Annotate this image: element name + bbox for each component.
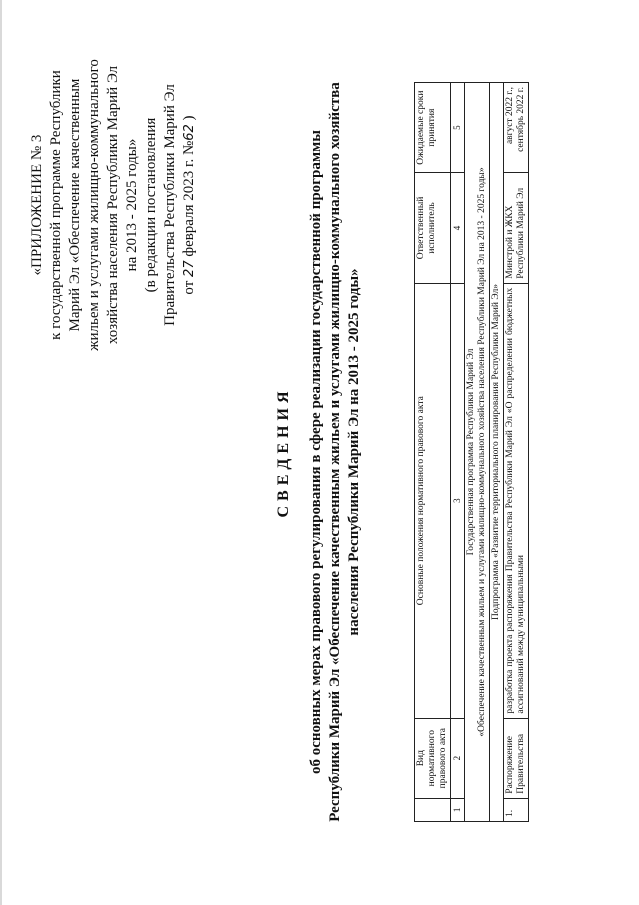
rotated-document-sheet bbox=[20, 22, 620, 882]
program-title: Государственная программа Республики Марий Эл bbox=[466, 348, 476, 556]
subprogram-heading: Подпрограмма «Развитие территориального планирования Республики Марий Эл» bbox=[490, 83, 504, 822]
appendix-line: к государственной программе Республики bbox=[48, 70, 64, 340]
row-number: 1. bbox=[504, 798, 529, 821]
date-prefix: от bbox=[181, 280, 197, 295]
title-block bbox=[275, 22, 364, 882]
appendix-line: жильем и услугами жилищно-коммунального bbox=[86, 59, 102, 351]
header-cell-responsible: Ответственный исполнитель bbox=[415, 173, 451, 283]
measures-table bbox=[414, 82, 529, 822]
table-index-row bbox=[451, 83, 465, 822]
subtitle-line: Республики Марий Эл «Обеспечение качественным жильем и услугами жилищно-коммунального хозяйства bbox=[327, 82, 343, 822]
date-middle: февраля 2023 г. № bbox=[181, 140, 197, 257]
subtitle-line: об основных мерах правового регулирования в сфере реализации государственной программы bbox=[308, 130, 324, 774]
index-cell: 2 bbox=[451, 718, 465, 798]
header-cell-number bbox=[415, 798, 451, 821]
header-cell-dates: Ожидаемые сроки принятия bbox=[415, 83, 451, 173]
appendix-line: хозяйства населения Республики Марий Эл bbox=[105, 65, 121, 345]
table-row bbox=[504, 83, 529, 822]
page-edge bbox=[0, 0, 2, 905]
row-responsible: Минстрой и ЖКХ Республики Марий Эл bbox=[504, 173, 529, 283]
row-kind: Распоряжение Правительства bbox=[504, 718, 529, 798]
row-dates: август 2022 г., сентябрь 2022 г. bbox=[504, 83, 529, 173]
subtitle-line: населения Республики Марий Эл на 2013 - 2025 годы» bbox=[346, 268, 362, 636]
index-cell: 3 bbox=[451, 283, 465, 718]
program-name: «Обеспечение качественным жильем и услугами жилищно-коммунального хозяйства населения Республики Марий Эл на 2013 - 2025 годы» bbox=[477, 167, 487, 737]
index-cell: 5 bbox=[451, 83, 465, 173]
appendix-date-line bbox=[180, 40, 199, 370]
appendix-block bbox=[28, 40, 199, 370]
index-cell: 4 bbox=[451, 173, 465, 283]
header-cell-kind: Вид нормативного правового акта bbox=[415, 718, 451, 798]
appendix-line: (в редакции постановления bbox=[143, 117, 159, 293]
section-heading bbox=[465, 83, 490, 822]
appendix-line: «ПРИЛОЖЕНИЕ № 3 bbox=[29, 134, 45, 276]
date-number: 62 bbox=[182, 124, 197, 141]
row-provisions: разработка проекта распоряжения Правительства Республики Марий Эл «О распределении бюджетных ассигнований между муниципальными bbox=[504, 283, 529, 718]
date-suffix: ) bbox=[181, 115, 197, 121]
table-header-row bbox=[415, 83, 451, 822]
appendix-line: Марий Эл «Обеспечение качественным bbox=[67, 78, 83, 332]
subprogram-row bbox=[490, 83, 504, 822]
index-cell: 1 bbox=[451, 798, 465, 821]
document-title: СВЕДЕНИЯ bbox=[275, 386, 292, 518]
header-cell-provisions: Основные положения нормативного правового акта bbox=[415, 283, 451, 718]
section-row bbox=[465, 83, 490, 822]
appendix-line: Правительства Республики Марий Эл bbox=[162, 84, 178, 326]
date-day: 27 bbox=[182, 260, 197, 277]
appendix-line: на 2013 - 2025 годы» bbox=[124, 138, 140, 272]
